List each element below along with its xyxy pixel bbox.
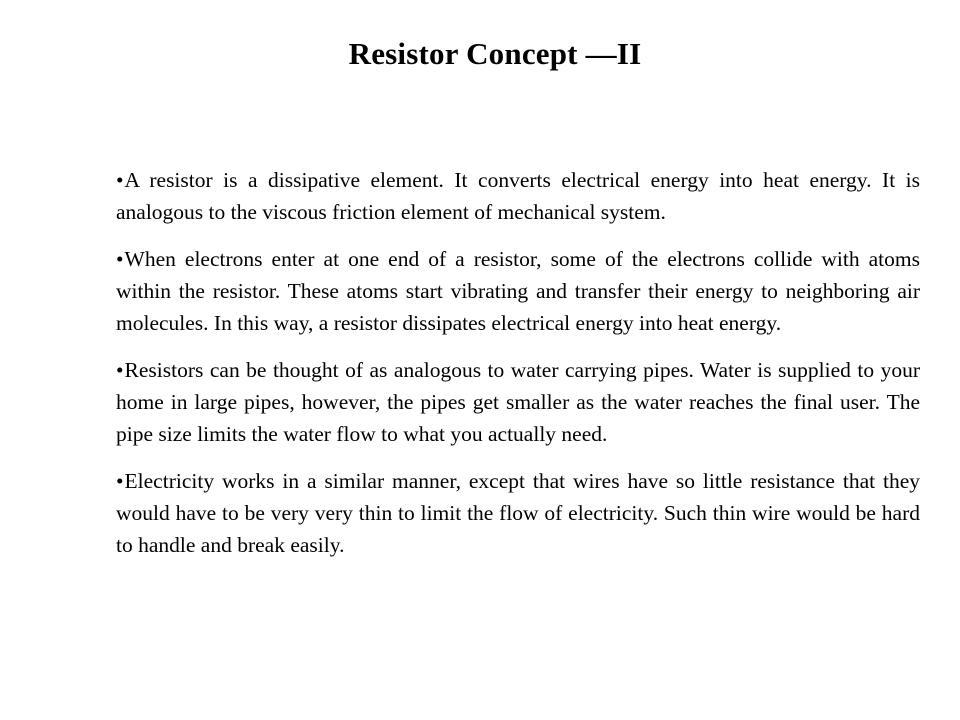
bullet-text: Electricity works in a similar manner, except that wires have so little resistance that they would have to be very very thin to limit the flow of electricity. Such thin wire would be hard to handle and break easily. <box>116 469 920 557</box>
bullet-list <box>116 164 920 576</box>
bullet-marker: • <box>116 168 124 192</box>
bullet-item <box>116 243 920 339</box>
bullet-item <box>116 164 920 228</box>
bullet-marker: • <box>116 469 124 493</box>
bullet-text: A resistor is a dissipative element. It converts electrical energy into heat energy. It is analogous to the viscous friction element of mechanical system. <box>116 168 920 224</box>
bullet-marker: • <box>116 247 124 271</box>
slide-title: Resistor Concept —II <box>348 36 642 71</box>
bullet-text: When electrons enter at one end of a resistor, some of the electrons collide with atoms within the resistor. These atoms start vibrating and transfer their energy to neighboring air molecules. In this way, a resistor dissipates electrical energy into heat energy. <box>116 247 920 335</box>
bullet-item <box>116 465 920 561</box>
bullet-text: Resistors can be thought of as analogous to water carrying pipes. Water is supplied to your home in large pipes, however, the pipes get smaller as the water reaches the final user. The pipe size limits the water flow to what you actually need. <box>116 358 920 446</box>
bullet-marker: • <box>116 358 124 382</box>
bullet-item <box>116 354 920 450</box>
